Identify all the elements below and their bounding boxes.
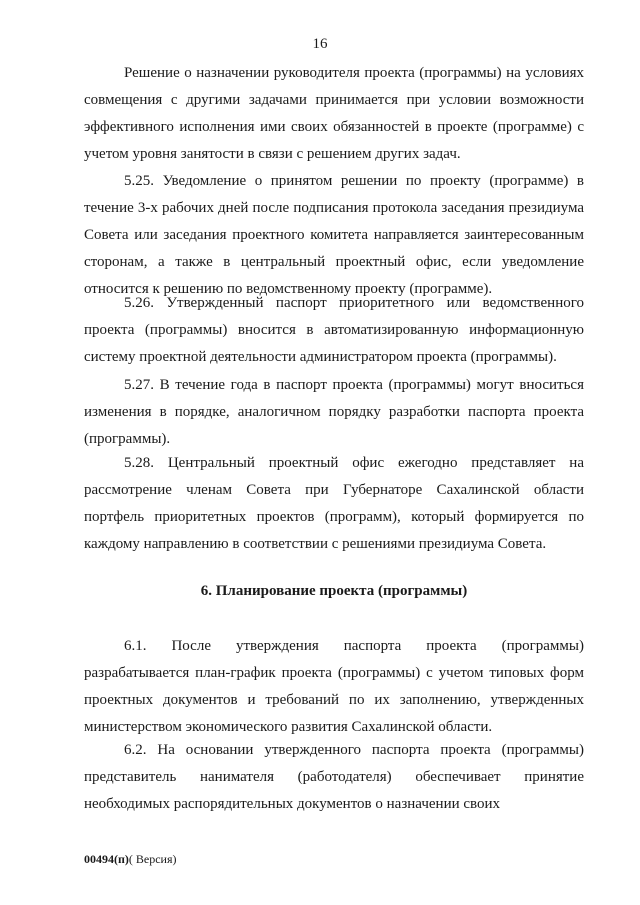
paragraph-6-1: 6.1. После утверждения паспорта проекта (программы) разрабатывается план-график проекта (программы) с учетом типовых форм проектных документов и требований по их заполнению, утвержденных министерством экономического развития Сахалинской области. (84, 638, 584, 735)
document-footer (84, 852, 177, 867)
paragraph-5-28: 5.28. Центральный проектный офис ежегодно представляет на рассмотрение членам Совета при Губернаторе Сахалинской области портфель приоритетных проектов (программ), который формируется по каждому направлению в соответствии с решениями президиума Совета. (84, 455, 584, 552)
paragraph-5-25: 5.25. Уведомление о принятом решении по проекту (программе) в течение 3-х рабочих дней после подписания протокола заседания президиума Совета или заседания проектного комитета направляется заинтересованным сторонам, а также в центральный проектный офис, если уведомление относится к решению по ведомственному проекту (программе). (84, 173, 584, 297)
footer-version: ( Версия) (128, 852, 177, 866)
section-heading: 6. Планирование проекта (программы) (200, 583, 468, 599)
paragraph-5-27: 5.27. В течение года в паспорт проекта (программы) могут вноситься изменения в порядке, аналогичном порядку разработки паспорта проекта (программы). (84, 377, 584, 447)
paragraph-5-26: 5.26. Утвержденный паспорт приоритетного или ведомственного проекта (программы) вносится в автоматизированную информационную систему проектной деятельности администратором проекта (программы). (84, 295, 584, 365)
page-number: 16 (312, 36, 328, 52)
footer-code: 00494(п) (84, 852, 129, 866)
paragraph-6-2: 6.2. На основании утвержденного паспорта проекта (программы) представитель нанимателя (работодателя) обеспечивает принятие необходимых распорядительных документов о назначении своих (84, 742, 584, 812)
paragraph-appointment-decision: Решение о назначении руководителя проекта (программы) на условиях совмещения с другими задачами принимается при условии возможности эффективного исполнения ими своих обязанностей в проекте (программе) с учетом уровня занятости в связи с решением других задач. (84, 65, 584, 162)
